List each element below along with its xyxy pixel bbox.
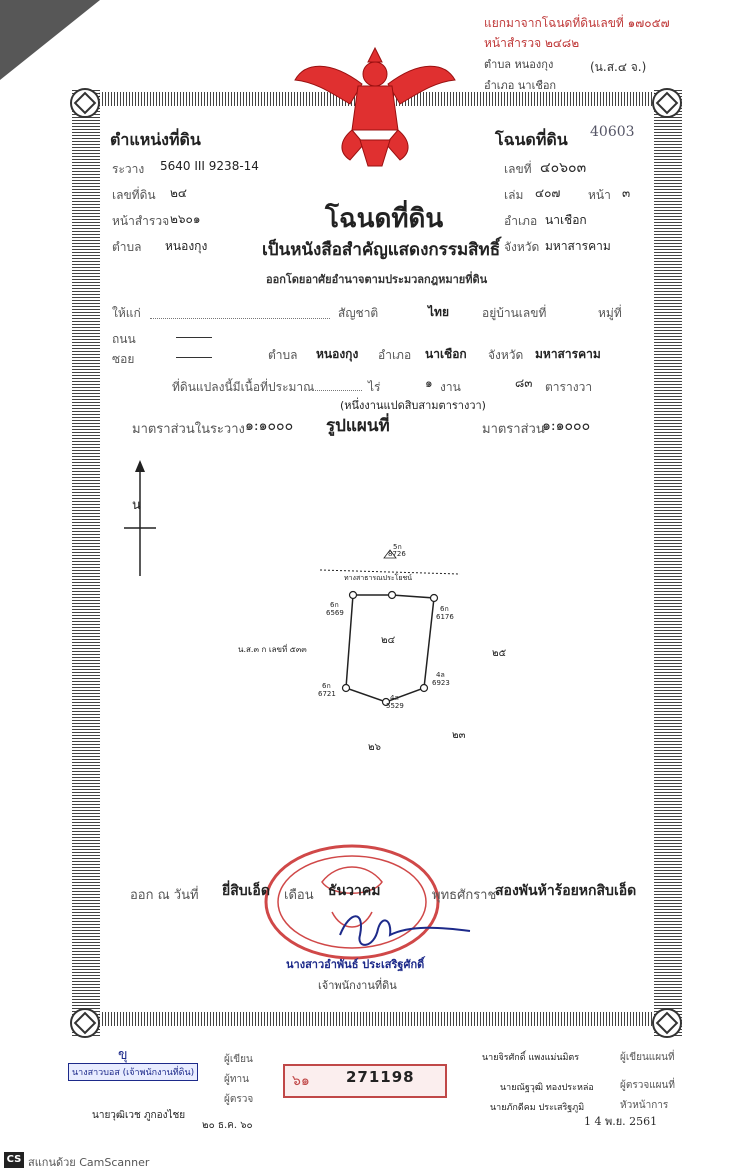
officer-signature: [330, 905, 480, 955]
adjacent-parcel-bl: ๒๖: [368, 742, 381, 753]
deed-main-title: โฉนดที่ดิน: [325, 204, 444, 234]
corner-ornament-br: [652, 1008, 682, 1038]
area-in-words: (หนึ่งงานแปดสิบสามตารางวา): [340, 399, 486, 412]
address-label: อยู่บ้านเลขที่: [482, 306, 547, 320]
deed-title-right: โฉนดที่ดิน: [495, 130, 568, 149]
top-note-line3: ตำบล หนองกุง: [484, 58, 554, 71]
adjacent-parcel-br: ๒๓: [452, 730, 466, 741]
right-border: [654, 90, 682, 1038]
soi-dash: [176, 357, 212, 358]
camscanner-text: สแกนด้วย CamScanner: [28, 1156, 150, 1169]
top-note-line1: แยกมาจากโฉนดที่ดินเลขที่ ๑๗๐๕๗: [484, 16, 670, 30]
owner-tambon-value: หนองกุง: [316, 347, 359, 361]
left-border: [72, 90, 100, 1038]
right-officer-2: นายณัฐวุฒิ ทองประหล่อ: [500, 1083, 594, 1093]
point-bm-no: 5529: [386, 702, 404, 710]
province-value: มหาสารคาม: [545, 239, 611, 253]
moo-label: หมู่ที่: [598, 306, 622, 320]
rai-label: ไร่: [368, 380, 381, 394]
issue-date-label: ออก ณ วันที่: [130, 888, 199, 903]
point-bl: 6ก: [322, 682, 331, 690]
right-date: 1 4 พ.ย. 2561: [584, 1115, 658, 1128]
corner-ornament-tl: [70, 88, 100, 118]
scale-left-value: ๑:๑๐๐๐: [245, 418, 294, 434]
point-br: 4ล: [436, 671, 445, 679]
parcel-no: ๒๔: [381, 635, 396, 646]
nationality-value: ไทย: [428, 305, 449, 319]
verify-label: ผู้ตรวจ: [224, 1094, 254, 1105]
map-title: รูปแผนที่: [326, 416, 390, 436]
right-officer-1: นายจิรศักดิ์ แพงแม่นมิตร: [482, 1053, 580, 1063]
issue-year-value: สองพันห้าร้อยหกสิบเอ็ด: [495, 883, 637, 899]
issue-day-value: ยี่สิบเอ็ด: [222, 883, 270, 899]
tambon-value: หนองกุง: [165, 239, 208, 253]
owner-label: ให้แก่: [112, 306, 141, 320]
serial-prefix: ๖๑: [292, 1073, 310, 1089]
right-officer-3: นายภักดีคม ประเสริฐภูมิ: [490, 1103, 585, 1113]
scale-right-value: ๑:๑๐๐๐: [542, 418, 591, 434]
point-tr-no: 6176: [436, 613, 454, 621]
right-officer-2-role: ผู้ตรวจแผนที่: [620, 1080, 675, 1091]
point-tl-no: 6569: [326, 609, 344, 617]
owner-amphoe-label: อำเภอ: [378, 348, 412, 362]
book-label: เล่ม: [504, 188, 524, 202]
issue-year-label: พุทธศักราช: [432, 888, 497, 903]
ngan-label: งาน: [440, 380, 461, 394]
top-note-line4: อำเภอ นาเชือก: [484, 79, 557, 92]
issue-month-label: เดือน: [284, 888, 314, 903]
soi-label: ซอย: [112, 352, 135, 366]
north-label: น: [132, 498, 141, 513]
location-title: ตำแหน่งที่ดิน: [110, 130, 201, 149]
deed-no-value: ๔๐๖๐๓: [540, 160, 587, 176]
page-label: หน้า: [588, 188, 611, 202]
issue-month-value: ธันวาคม: [328, 883, 381, 899]
footer-left-stamp: นางสาวบอส (เจ้าพนักงานที่ดิน): [68, 1063, 198, 1081]
left-officer-date: ๒๐ ธ.ค. ๖๐: [202, 1120, 253, 1131]
adjacent-ref-left: น.ส.๓ ก เลขที่ ๕๓๓: [238, 645, 307, 654]
corner-ornament-tr: [652, 88, 682, 118]
right-officer-3-role: หัวหน้าการ: [620, 1100, 669, 1111]
amphoe-label: อำเภอ: [504, 214, 538, 228]
corner-ornament-bl: [70, 1008, 100, 1038]
writer-label: ผู้เขียน: [224, 1054, 253, 1065]
deed-no-label: เลขที่: [504, 162, 532, 176]
area-label: ที่ดินแปลงนี้มีเนื้อที่ประมาณ: [172, 380, 315, 394]
tambon-label: ตำบล: [112, 240, 142, 254]
scale-left-label: มาตราส่วนในระวาง: [132, 422, 245, 437]
form-code: (น.ส.๔ จ.): [590, 60, 647, 74]
owner-amphoe-value: นาเชือก: [425, 347, 467, 361]
owner-tambon-label: ตำบล: [268, 348, 298, 362]
wa-label: ตารางวา: [545, 380, 593, 394]
survey-page-value: ๒๖๐๑: [170, 212, 201, 226]
adjacent-parcel-right: ๒๕: [492, 648, 507, 659]
nationality-label: สัญชาติ: [338, 306, 379, 320]
road-dash: [176, 337, 212, 338]
page-value: ๓: [622, 186, 631, 200]
owner-province-label: จังหวัด: [488, 348, 524, 362]
rawang-label: ระวาง: [112, 162, 145, 176]
owner-province-value: มหาสารคาม: [535, 347, 601, 361]
land-no-label: เลขที่ดิน: [112, 188, 156, 202]
scale-right-label: มาตราส่วน: [482, 422, 545, 437]
right-officer-1-role: ผู้เขียนแผนที่: [620, 1052, 675, 1063]
survey-page-label: หน้าสำรวจ: [112, 214, 170, 228]
amphoe-value: นาเชือก: [545, 213, 587, 227]
wa-value: ๘๓: [515, 376, 533, 390]
land-no-value: ๒๔: [170, 186, 187, 200]
check-label: ผู้ทาน: [224, 1074, 249, 1085]
road-label: ทางสาธารณประโยชน์: [344, 574, 412, 582]
book-value: ๔๐๗: [535, 186, 561, 200]
point-bm: 4ล: [390, 694, 399, 702]
camscanner-logo: CS: [4, 1152, 24, 1168]
top-note-line2: หน้าสำรวจ ๒๔๘๒: [484, 36, 580, 50]
deed-authority: ออกโดยอาศัยอำนาจตามประมวลกฎหมายที่ดิน: [266, 273, 488, 286]
point-tl: 6ก: [330, 601, 339, 609]
province-label: จังหวัด: [504, 240, 540, 254]
ngan-value: ๑: [425, 376, 433, 390]
footer-left-initials: ขุ: [118, 1047, 128, 1063]
road-label: ถนน: [112, 332, 136, 346]
left-officer-name: นายวุฒิเวช ภูกองไชย: [92, 1110, 186, 1121]
marker-top: 5ก: [393, 543, 402, 551]
marker-top-no: 8726: [388, 550, 406, 558]
point-bl-no: 6721: [318, 690, 336, 698]
rawang-value: 5640 III 9238-14: [160, 159, 259, 173]
folded-corner: [0, 0, 100, 80]
deed-number-handwritten: 40603: [590, 124, 635, 140]
north-arrow-icon: [122, 458, 158, 578]
point-br-no: 6923: [432, 679, 450, 687]
garuda-emblem-icon: [290, 40, 460, 170]
serial-number: 271198: [346, 1068, 415, 1086]
point-tr: 6ก: [440, 605, 449, 613]
bottom-border: [75, 1012, 675, 1026]
deed-subtitle: เป็นหนังสือสำคัญแสดงกรรมสิทธิ์: [262, 240, 501, 260]
officer-name: นางสาวอำพันธ์ ประเสริฐศักดิ์: [286, 958, 425, 971]
officer-title: เจ้าพนักงานที่ดิน: [318, 979, 397, 992]
